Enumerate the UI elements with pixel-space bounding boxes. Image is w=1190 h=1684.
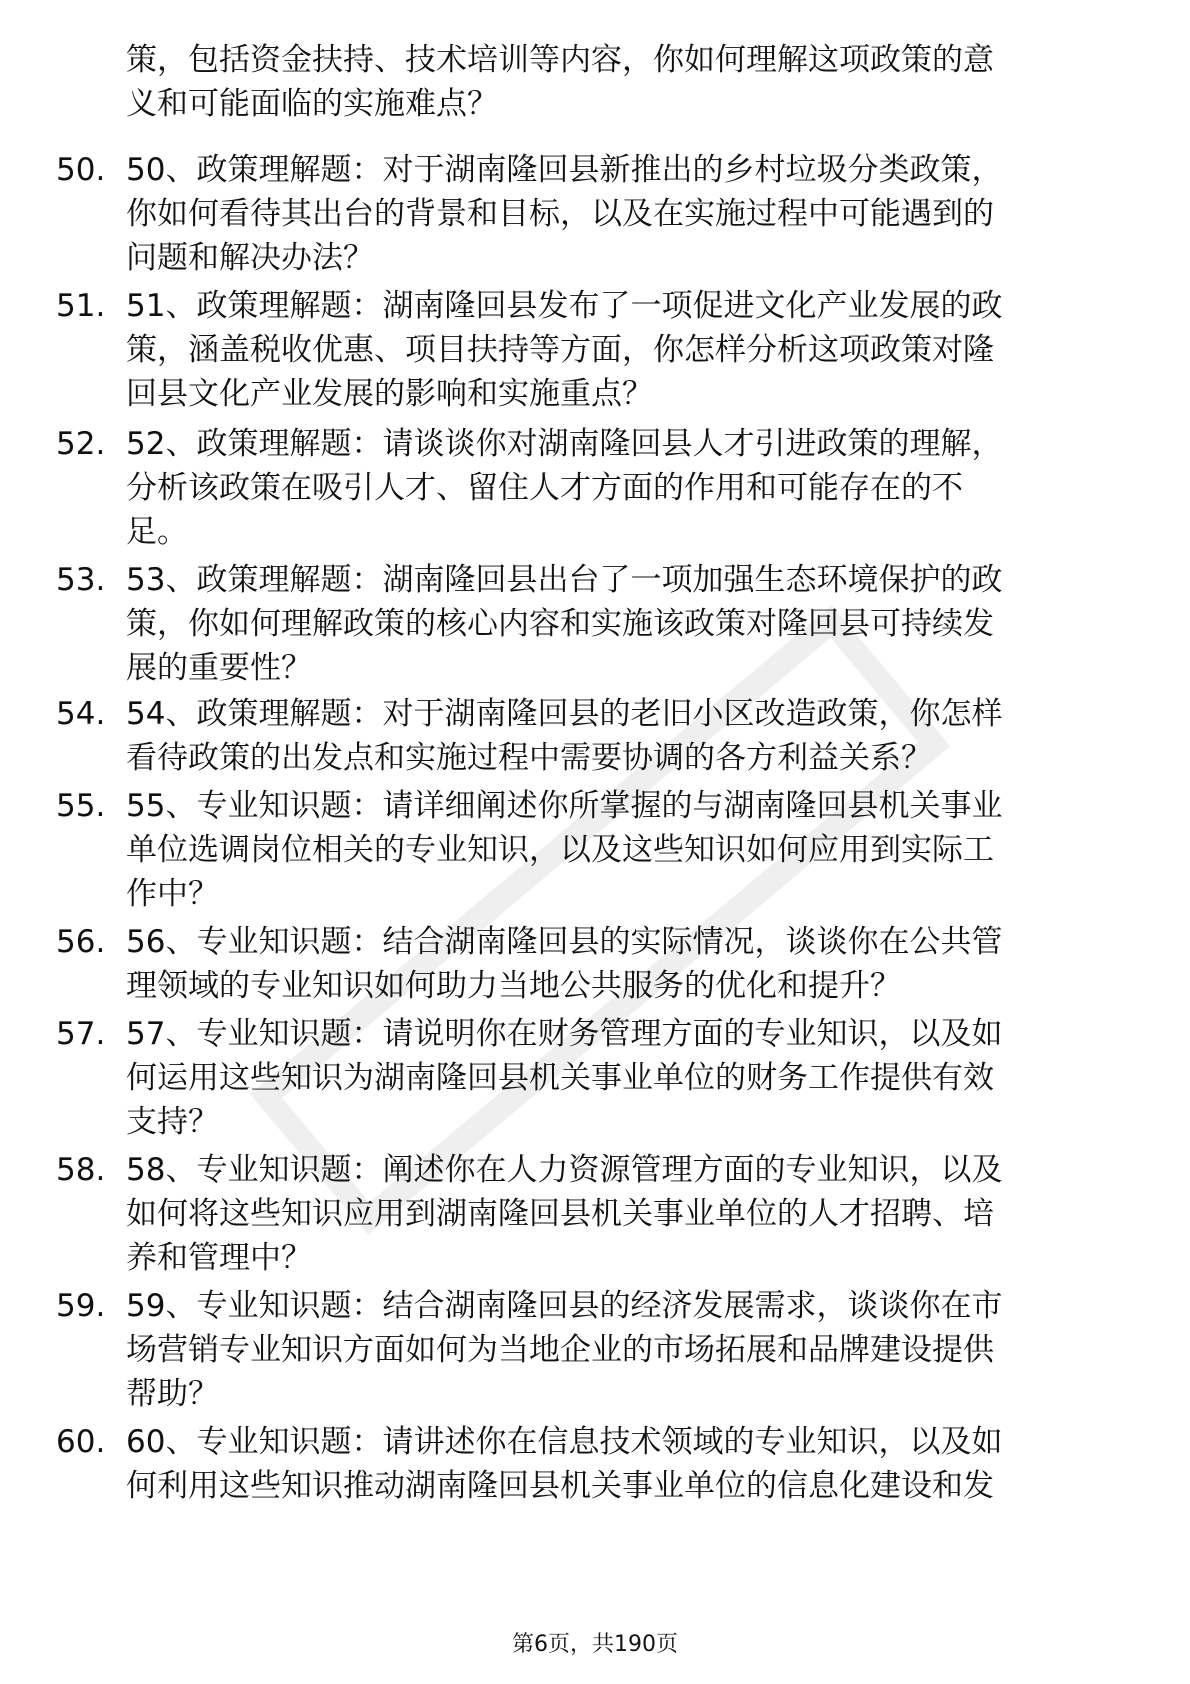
question-text-line: 支持？ (126, 1104, 219, 1140)
question-text-line: 单位选调岗位相关的专业知识，以及这些知识如何应用到实际工 (126, 832, 994, 868)
question-text-line: 如何将这些知识应用到湖南隆回县机关事业单位的人才招聘、培 (126, 1196, 994, 1232)
question-number: 58. (56, 1152, 106, 1188)
question-number: 59. (56, 1288, 106, 1324)
question-text-line: 策，你如何理解政策的核心内容和实施该政策对隆回县可持续发 (126, 606, 994, 642)
question-text-line: 58、专业知识题：阐述你在人力资源管理方面的专业知识，以及 (126, 1152, 1003, 1188)
question-text-line: 展的重要性？ (126, 650, 312, 686)
question-text-line: 52、政策理解题：请谈谈你对湖南隆回县人才引进政策的理解， (126, 426, 1003, 462)
question-number: 57. (56, 1016, 106, 1052)
question-text-line: 53、政策理解题：湖南隆回县出台了一项加强生态环境保护的政 (126, 562, 1003, 598)
continuation-line: 义和可能面临的实施难点？ (126, 86, 498, 122)
question-number: 55. (56, 788, 106, 824)
question-text-line: 56、专业知识题：结合湖南隆回县的实际情况，谈谈你在公共管 (126, 924, 1003, 960)
page-footer: 第6页，共190页 (512, 1632, 678, 1657)
question-number: 54. (56, 696, 106, 732)
question-text-line: 理领域的专业知识如何助力当地公共服务的优化和提升？ (126, 968, 901, 1004)
question-text-line: 何运用这些知识为湖南隆回县机关事业单位的财务工作提供有效 (126, 1060, 994, 1096)
question-number: 50. (56, 152, 106, 188)
question-text-line: 足。 (126, 514, 188, 550)
question-text-line: 55、专业知识题：请详细阐述你所掌握的与湖南隆回县机关事业 (126, 788, 1003, 824)
question-text-line: 你如何看待其出台的背景和目标，以及在实施过程中可能遇到的 (126, 196, 994, 232)
question-text-line: 60、专业知识题：请讲述你在信息技术领域的专业知识，以及如 (126, 1424, 1003, 1460)
question-text-line: 59、专业知识题：结合湖南隆回县的经济发展需求，谈谈你在市 (126, 1288, 1003, 1324)
question-text-line: 场营销专业知识方面如何为当地企业的市场拓展和品牌建设提供 (126, 1332, 994, 1368)
question-number: 60. (56, 1424, 106, 1460)
question-text-line: 策，涵盖税收优惠、项目扶持等方面，你怎样分析这项政策对隆 (126, 332, 994, 368)
question-text-line: 作中？ (126, 876, 219, 912)
question-text-line: 50、政策理解题：对于湖南隆回县新推出的乡村垃圾分类政策， (126, 152, 1003, 188)
question-text-line: 54、政策理解题：对于湖南隆回县的老旧小区改造政策，你怎样 (126, 696, 1003, 732)
question-number: 51. (56, 288, 106, 324)
continuation-line: 策，包括资金扶持、技术培训等内容，你如何理解这项政策的意 (126, 42, 994, 78)
question-text-line: 何利用这些知识推动湖南隆回县机关事业单位的信息化建设和发 (126, 1468, 994, 1504)
question-text-line: 回县文化产业发展的影响和实施重点？ (126, 376, 653, 412)
question-text-line: 分析该政策在吸引人才、留住人才方面的作用和可能存在的不 (126, 470, 963, 506)
question-text-line: 养和管理中？ (126, 1240, 312, 1276)
question-text-line: 57、专业知识题：请说明你在财务管理方面的专业知识，以及如 (126, 1016, 1003, 1052)
question-text-line: 51、政策理解题：湖南隆回县发布了一项促进文化产业发展的政 (126, 288, 1003, 324)
question-number: 52. (56, 426, 106, 462)
question-text-line: 帮助？ (126, 1376, 219, 1412)
question-text-line: 问题和解决办法？ (126, 240, 374, 276)
question-number: 56. (56, 924, 106, 960)
question-number: 53. (56, 562, 106, 598)
question-text-line: 看待政策的出发点和实施过程中需要协调的各方利益关系？ (126, 740, 932, 776)
